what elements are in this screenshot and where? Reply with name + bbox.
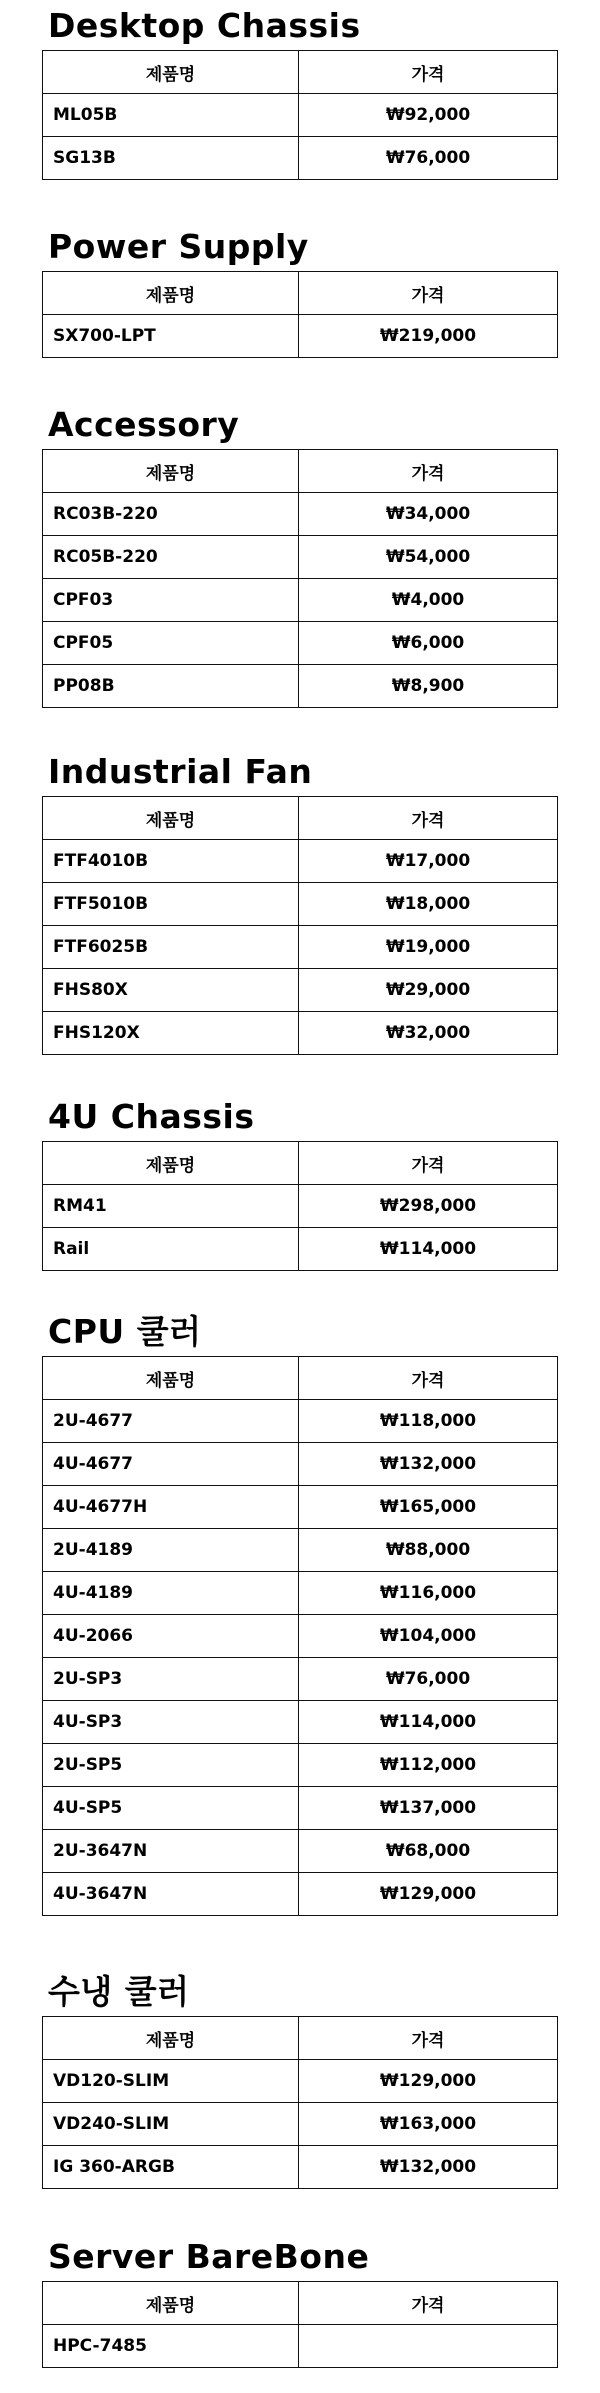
product-name: VD240-SLIM bbox=[43, 2103, 299, 2146]
product-price bbox=[299, 2325, 558, 2368]
product-name: FHS80X bbox=[43, 969, 299, 1012]
product-price: ₩219,000 bbox=[299, 315, 558, 358]
table-row bbox=[43, 2146, 558, 2189]
section-title: Industrial Fan bbox=[48, 752, 313, 791]
table-row bbox=[43, 883, 558, 926]
column-header-price: 가격 bbox=[299, 1357, 558, 1400]
table-header-row bbox=[43, 2282, 558, 2325]
column-header-name: 제품명 bbox=[43, 272, 299, 315]
product-name: RC03B-220 bbox=[43, 493, 299, 536]
product-name: RM41 bbox=[43, 1185, 299, 1228]
table-row bbox=[43, 1830, 558, 1873]
product-price: ₩92,000 bbox=[299, 94, 558, 137]
table-row bbox=[43, 536, 558, 579]
product-name: 4U-4677H bbox=[43, 1486, 299, 1529]
product-name: 4U-SP3 bbox=[43, 1701, 299, 1744]
table-row bbox=[43, 1400, 558, 1443]
table-row bbox=[43, 94, 558, 137]
product-price: ₩17,000 bbox=[299, 840, 558, 883]
product-name: IG 360-ARGB bbox=[43, 2146, 299, 2189]
price-section bbox=[42, 2237, 558, 2368]
product-name: RC05B-220 bbox=[43, 536, 299, 579]
table-row bbox=[43, 1873, 558, 1916]
product-price: ₩6,000 bbox=[299, 622, 558, 665]
column-header-price: 가격 bbox=[299, 51, 558, 94]
product-price: ₩129,000 bbox=[299, 1873, 558, 1916]
column-header-name: 제품명 bbox=[43, 51, 299, 94]
product-price: ₩112,000 bbox=[299, 1744, 558, 1787]
table-row bbox=[43, 1744, 558, 1787]
section-title: Server BareBone bbox=[48, 2237, 370, 2276]
product-price: ₩19,000 bbox=[299, 926, 558, 969]
column-header-name: 제품명 bbox=[43, 1357, 299, 1400]
product-price: ₩165,000 bbox=[299, 1486, 558, 1529]
table-row bbox=[43, 1443, 558, 1486]
column-header-price: 가격 bbox=[299, 2282, 558, 2325]
product-name: Rail bbox=[43, 1228, 299, 1271]
product-name: PP08B bbox=[43, 665, 299, 708]
price-table bbox=[42, 2281, 558, 2368]
product-name: 2U-3647N bbox=[43, 1830, 299, 1873]
product-price: ₩18,000 bbox=[299, 883, 558, 926]
column-header-name: 제품명 bbox=[43, 797, 299, 840]
product-price: ₩298,000 bbox=[299, 1185, 558, 1228]
table-row bbox=[43, 1529, 558, 1572]
product-price: ₩68,000 bbox=[299, 1830, 558, 1873]
product-name: HPC-7485 bbox=[43, 2325, 299, 2368]
table-row bbox=[43, 2060, 558, 2103]
table-row bbox=[43, 1701, 558, 1744]
column-header-price: 가격 bbox=[299, 272, 558, 315]
product-name: 4U-3647N bbox=[43, 1873, 299, 1916]
price-section bbox=[42, 1972, 558, 2189]
section-title: CPU 쿨러 bbox=[48, 1312, 202, 1351]
product-price: ₩118,000 bbox=[299, 1400, 558, 1443]
product-name: 4U-4677 bbox=[43, 1443, 299, 1486]
product-name: SG13B bbox=[43, 137, 299, 180]
table-header-row bbox=[43, 51, 558, 94]
price-section bbox=[42, 405, 558, 708]
product-name: VD120-SLIM bbox=[43, 2060, 299, 2103]
section-title: Power Supply bbox=[48, 227, 309, 266]
table-row bbox=[43, 665, 558, 708]
section-title: Desktop Chassis bbox=[48, 6, 361, 45]
table-header-row bbox=[43, 272, 558, 315]
product-price: ₩129,000 bbox=[299, 2060, 558, 2103]
product-price: ₩104,000 bbox=[299, 1615, 558, 1658]
column-header-name: 제품명 bbox=[43, 1142, 299, 1185]
column-header-name: 제품명 bbox=[43, 2282, 299, 2325]
table-row bbox=[43, 2325, 558, 2368]
product-name: 2U-SP5 bbox=[43, 1744, 299, 1787]
column-header-name: 제품명 bbox=[43, 2017, 299, 2060]
section-title: 4U Chassis bbox=[48, 1097, 255, 1136]
table-row bbox=[43, 579, 558, 622]
product-price: ₩116,000 bbox=[299, 1572, 558, 1615]
price-section bbox=[42, 1312, 558, 1916]
product-name: CPF05 bbox=[43, 622, 299, 665]
table-row bbox=[43, 1615, 558, 1658]
table-row bbox=[43, 493, 558, 536]
product-name: 2U-4189 bbox=[43, 1529, 299, 1572]
price-table bbox=[42, 796, 558, 1055]
table-row bbox=[43, 969, 558, 1012]
table-row bbox=[43, 1228, 558, 1271]
product-name: 2U-4677 bbox=[43, 1400, 299, 1443]
product-price: ₩132,000 bbox=[299, 1443, 558, 1486]
table-row bbox=[43, 1185, 558, 1228]
product-price: ₩76,000 bbox=[299, 1658, 558, 1701]
price-section bbox=[42, 1097, 558, 1271]
price-section bbox=[42, 227, 558, 358]
table-row bbox=[43, 926, 558, 969]
price-table bbox=[42, 271, 558, 358]
table-header-row bbox=[43, 450, 558, 493]
product-name: SX700-LPT bbox=[43, 315, 299, 358]
table-header-row bbox=[43, 2017, 558, 2060]
product-name: 4U-4189 bbox=[43, 1572, 299, 1615]
table-row bbox=[43, 1787, 558, 1830]
table-row bbox=[43, 1572, 558, 1615]
column-header-price: 가격 bbox=[299, 797, 558, 840]
product-name: FTF4010B bbox=[43, 840, 299, 883]
product-name: ML05B bbox=[43, 94, 299, 137]
column-header-price: 가격 bbox=[299, 1142, 558, 1185]
product-price: ₩114,000 bbox=[299, 1228, 558, 1271]
product-name: 4U-SP5 bbox=[43, 1787, 299, 1830]
price-table bbox=[42, 1356, 558, 1916]
section-title: Accessory bbox=[48, 405, 240, 444]
product-price: ₩8,900 bbox=[299, 665, 558, 708]
price-table bbox=[42, 1141, 558, 1271]
table-row bbox=[43, 2103, 558, 2146]
table-header-row bbox=[43, 1142, 558, 1185]
column-header-price: 가격 bbox=[299, 2017, 558, 2060]
table-row bbox=[43, 1012, 558, 1055]
product-name: FTF6025B bbox=[43, 926, 299, 969]
table-row bbox=[43, 1486, 558, 1529]
product-price: ₩163,000 bbox=[299, 2103, 558, 2146]
price-section bbox=[42, 6, 558, 180]
product-price: ₩32,000 bbox=[299, 1012, 558, 1055]
product-price: ₩76,000 bbox=[299, 137, 558, 180]
column-header-name: 제품명 bbox=[43, 450, 299, 493]
table-header-row bbox=[43, 1357, 558, 1400]
product-price: ₩88,000 bbox=[299, 1529, 558, 1572]
product-price: ₩137,000 bbox=[299, 1787, 558, 1830]
price-table bbox=[42, 50, 558, 180]
product-price: ₩29,000 bbox=[299, 969, 558, 1012]
product-price: ₩4,000 bbox=[299, 579, 558, 622]
product-name: FHS120X bbox=[43, 1012, 299, 1055]
table-row bbox=[43, 622, 558, 665]
table-row bbox=[43, 315, 558, 358]
product-price: ₩34,000 bbox=[299, 493, 558, 536]
table-row bbox=[43, 840, 558, 883]
price-table bbox=[42, 2016, 558, 2189]
table-row bbox=[43, 137, 558, 180]
product-name: 4U-2066 bbox=[43, 1615, 299, 1658]
product-name: FTF5010B bbox=[43, 883, 299, 926]
column-header-price: 가격 bbox=[299, 450, 558, 493]
product-name: 2U-SP3 bbox=[43, 1658, 299, 1701]
price-section bbox=[42, 752, 558, 1055]
product-name: CPF03 bbox=[43, 579, 299, 622]
price-table bbox=[42, 449, 558, 708]
section-title: 수냉 쿨러 bbox=[48, 1972, 190, 2011]
product-price: ₩132,000 bbox=[299, 2146, 558, 2189]
table-row bbox=[43, 1658, 558, 1701]
table-header-row bbox=[43, 797, 558, 840]
product-price: ₩54,000 bbox=[299, 536, 558, 579]
product-price: ₩114,000 bbox=[299, 1701, 558, 1744]
